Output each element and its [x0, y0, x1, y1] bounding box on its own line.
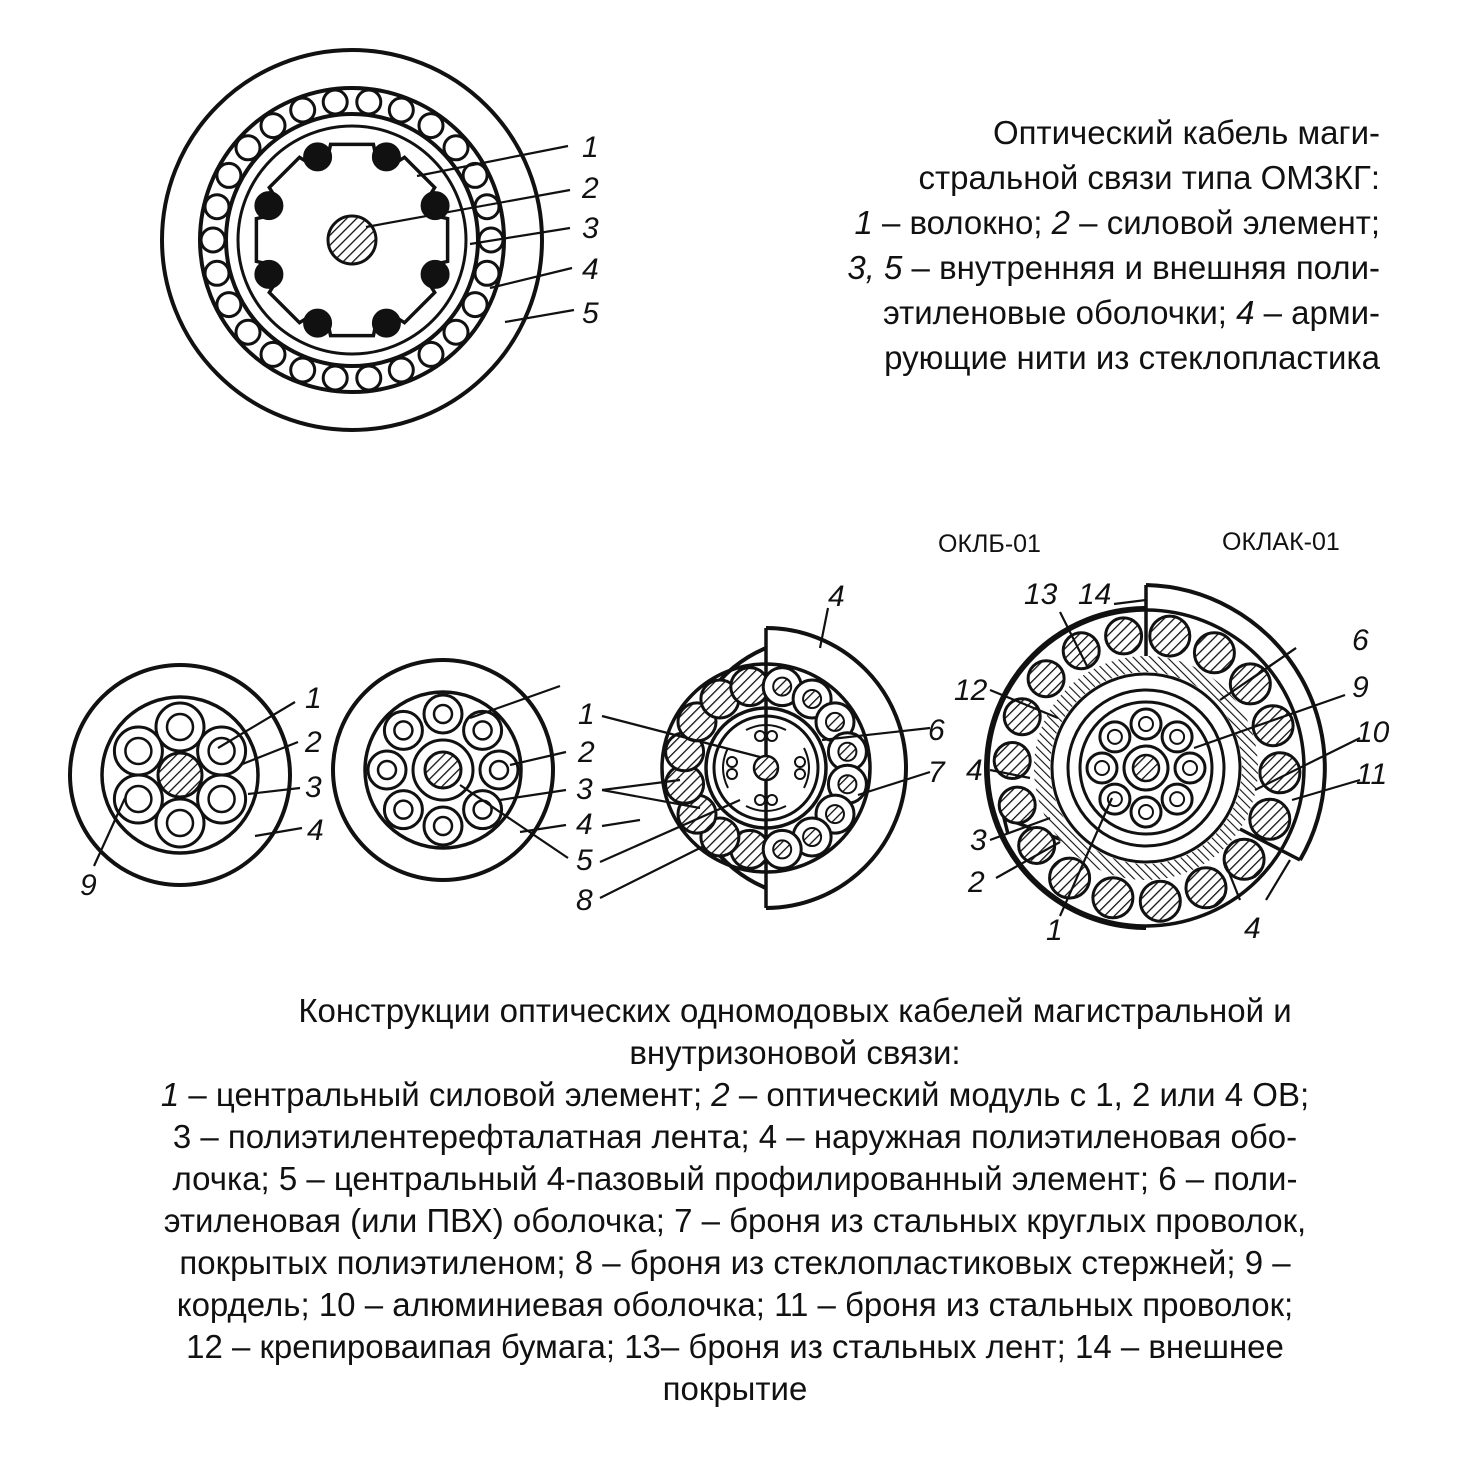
caption-line: 3 – полиэтилентерефталатная лента; 4 – наружная полиэтиленовая обо- [172, 1118, 1298, 1155]
callout-9: 9 [80, 869, 97, 902]
callout-4-left: 4 [966, 754, 983, 787]
central-member [425, 752, 461, 788]
armor-rod [291, 358, 315, 382]
cable-a [70, 665, 290, 885]
callout-1: 1 [582, 131, 599, 164]
caption-line: Оптический кабель маги- [992, 114, 1380, 151]
central-member [754, 756, 778, 780]
omzkg-cable [162, 50, 542, 430]
callout-5: 5 [576, 844, 593, 877]
armor-rod [201, 228, 225, 252]
item-text: – арми- [1254, 294, 1380, 331]
callout-11: 11 [1356, 758, 1388, 791]
callout-3: 3 [305, 771, 322, 804]
steel-wire-core [773, 840, 791, 858]
module-core [1139, 805, 1153, 819]
steel-wire [1106, 618, 1142, 654]
callout-3: 3 [970, 824, 987, 857]
steel-wire [1140, 881, 1180, 921]
callout-3: 3 [576, 773, 593, 806]
steel-wire [1250, 799, 1290, 839]
module-core [1139, 717, 1153, 731]
model-label-oklb: ОКЛБ-01 [938, 530, 1041, 558]
fiber [304, 143, 332, 171]
steel-wire [1186, 868, 1226, 908]
module-core [125, 786, 151, 812]
callout-13: 13 [1024, 578, 1058, 611]
callout-1: 1 [1046, 914, 1063, 947]
armor-rod [357, 366, 381, 390]
caption-line: 12 – крепироваипая бумага; 13– броня из стальных лент; 14 – внешнее [186, 1328, 1284, 1365]
steel-wire [1093, 878, 1133, 918]
item-text: этиленовые оболочки; [882, 294, 1237, 331]
strength-member [328, 216, 376, 264]
steel-wire-core [826, 713, 844, 731]
caption-line: этиленовая (или ПВХ) оболочка; 7 – броня из стальных круглых проволок, [163, 1202, 1307, 1239]
callout-4: 4 [307, 814, 324, 847]
steel-wire [994, 743, 1030, 779]
item-number: 1 [854, 204, 873, 241]
callout-1: 1 [305, 682, 322, 715]
armor-rod [389, 358, 413, 382]
callout-12: 12 [954, 674, 988, 707]
callout-2: 2 [968, 866, 985, 899]
callout-3: 3 [582, 212, 599, 245]
armor-rod [323, 90, 347, 114]
item-text: – оптический модуль с 1, 2 или 4 ОВ; [729, 1076, 1310, 1113]
module-core [1170, 730, 1184, 744]
item-text: – волокно; [872, 204, 1052, 241]
module-core [490, 761, 508, 779]
fiber [255, 260, 283, 288]
module-core [1183, 761, 1197, 775]
fiber [372, 143, 400, 171]
fiber [372, 309, 400, 337]
armor-rod [205, 261, 229, 285]
steel-wire [1028, 661, 1064, 697]
callout-5: 5 [582, 297, 599, 330]
callout-6: 6 [928, 714, 945, 747]
steel-wire-core [803, 690, 821, 708]
fiber [421, 260, 449, 288]
item-number: 2 [711, 1076, 730, 1113]
armor-rod [323, 366, 347, 390]
item-text: – внутренняя и внешняя поли- [902, 249, 1380, 286]
fiber [255, 192, 283, 220]
armor-rod [357, 90, 381, 114]
steel-wire-core [826, 805, 844, 823]
caption-line [740, 200, 1380, 245]
steel-wire [1260, 753, 1300, 793]
steel-wire [1194, 633, 1234, 673]
module-core [394, 801, 412, 819]
module-core [209, 738, 235, 764]
armor-rod [475, 261, 499, 285]
callout-2: 2 [582, 172, 599, 205]
module-core [1170, 792, 1184, 806]
caption-line: покрытых полиэтиленом; 8 – броня из стеклопластиковых стержней; 9 – [179, 1244, 1291, 1281]
fiber [304, 309, 332, 337]
armor-rod [291, 98, 315, 122]
item-number: 3, 5 [847, 249, 903, 286]
callout-6: 6 [1352, 624, 1369, 657]
callout-2: 2 [578, 736, 595, 769]
module-core [209, 786, 235, 812]
cable-b [333, 660, 553, 880]
callout-1: 1 [578, 698, 595, 731]
omzkg-callouts [581, 131, 599, 330]
cable-d [986, 585, 1325, 928]
module-core [394, 721, 412, 739]
caption-line: стральной связи типа ОМЗКГ: [918, 159, 1380, 196]
steel-wire [1019, 828, 1055, 864]
cable-b-callouts [576, 698, 595, 877]
central-member [1133, 755, 1159, 781]
callout-4-bottom: 4 [1244, 912, 1261, 945]
caption-line: кордель; 10 – алюминиевая оболочка; 11 – броня из стальных проволок; [176, 1286, 1294, 1323]
caption-line: покрытие [662, 1370, 808, 1407]
module-core [167, 810, 193, 836]
cables-caption [70, 990, 1400, 1410]
caption-line [740, 290, 1380, 335]
callout-10: 10 [1356, 716, 1390, 749]
module-core [125, 738, 151, 764]
steel-wire [1063, 633, 1099, 669]
callout-4: 4 [582, 253, 599, 286]
module-core [434, 705, 452, 723]
callout-2: 2 [305, 726, 322, 759]
steel-wire-core [803, 828, 821, 846]
steel-wire-core [838, 743, 856, 761]
item-text: – силовой элемент; [1070, 204, 1380, 241]
caption-title: внутризоновой связи: [629, 1034, 961, 1071]
callout-8: 8 [576, 884, 593, 917]
module-core [378, 761, 396, 779]
item-number: 2 [1051, 204, 1070, 241]
armor-rod [205, 195, 229, 219]
caption-line: рующие нити из стеклопластика [884, 339, 1380, 376]
module-core [1095, 761, 1109, 775]
module-core [167, 714, 193, 740]
module-core [434, 817, 452, 835]
model-label-oklak: ОКЛАК-01 [1222, 528, 1340, 556]
module-core [474, 721, 492, 739]
item-number: 1 [160, 1076, 180, 1113]
steel-wire [1150, 616, 1190, 656]
module-core [1108, 730, 1122, 744]
callout-4-top: 4 [828, 580, 845, 613]
callout-4: 4 [576, 808, 593, 841]
steel-wire [999, 787, 1035, 823]
item-number: 4 [1236, 294, 1255, 331]
callout-14: 14 [1078, 578, 1112, 611]
caption-title: Конструкции оптических одномодовых кабелей магистральной и [298, 992, 1292, 1029]
central-member [158, 753, 202, 797]
callout-9: 9 [1352, 671, 1369, 704]
omzkg-caption [740, 110, 1380, 380]
cable-c [662, 628, 906, 908]
item-text: – центральный силовой элемент; [179, 1076, 712, 1113]
steel-wire-core [773, 678, 791, 696]
armor-rod [389, 98, 413, 122]
caption-line [740, 245, 1380, 290]
caption-line [70, 1074, 1400, 1116]
caption-line: лочка; 5 – центральный 4-пазовый профилированный элемент; 6 – поли- [172, 1160, 1298, 1197]
steel-wire-core [838, 775, 856, 793]
callout-7: 7 [928, 756, 945, 789]
